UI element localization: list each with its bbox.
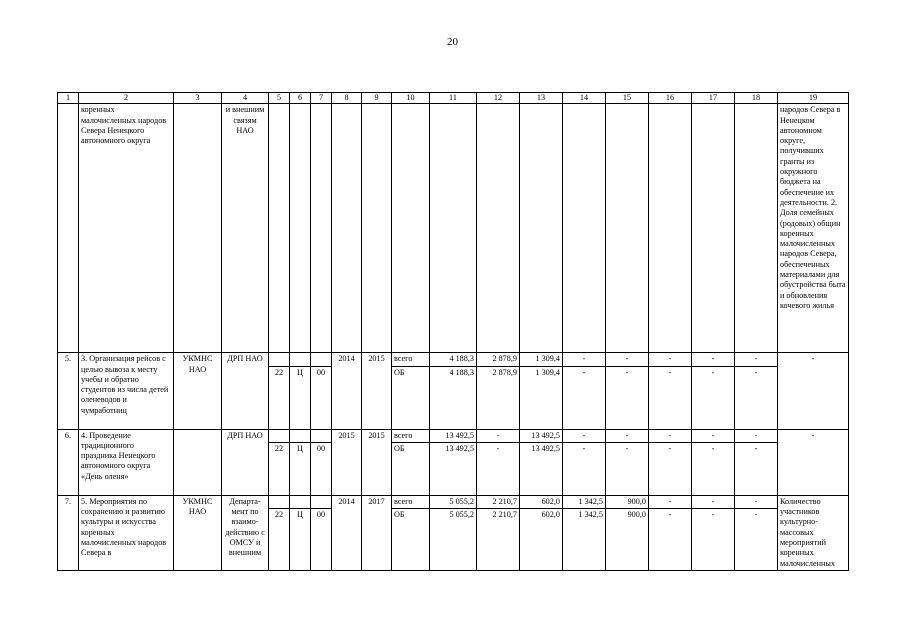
amount-y2015: 602,0 [520, 509, 563, 571]
amount-y2015: 13 492,5 [520, 429, 563, 442]
table-row [58, 429, 849, 442]
executor: УКМНС НАО [174, 353, 222, 429]
amount-y2017: - [606, 366, 649, 429]
amount-y2014: 2 210,7 [477, 495, 520, 508]
column-header: 19 [778, 93, 849, 104]
funding-label: всего [392, 353, 430, 366]
end-year: 2015 [362, 353, 392, 429]
event-name: 5. Мероприятия по сохранению и развитию культуры и искусства коренных малочисленных народов Севера в [79, 495, 174, 570]
amount-y2017: - [606, 429, 649, 442]
amount-y2014: 2 878,9 [477, 366, 520, 429]
continuation-row [58, 104, 849, 353]
code-col5: 22 [269, 442, 290, 495]
code-col6: Ц [290, 366, 311, 429]
code-col6: Ц [290, 509, 311, 571]
start-year: 2014 [332, 353, 362, 429]
executor: УКМНС НАО [174, 495, 222, 570]
column-header: 15 [606, 93, 649, 104]
amount-total: 13 492,5 [430, 442, 477, 495]
executor [174, 429, 222, 495]
row-number: 6. [58, 429, 79, 495]
funding-label: ОБ [392, 366, 430, 429]
amount-y2017: - [606, 442, 649, 495]
event-name: коренных малочисленных народов Севера Ненецкого автономного округа [79, 104, 174, 353]
funding-label: ОБ [392, 442, 430, 495]
column-header: 17 [692, 93, 735, 104]
amount-y2014: - [477, 429, 520, 442]
amount-y2015: 1 309,4 [520, 366, 563, 429]
amount-y2017: 900,0 [606, 509, 649, 571]
amount-y2020: - [735, 353, 778, 366]
amount-y2018: - [649, 495, 692, 508]
code-col7: 00 [311, 442, 332, 495]
coexecutor: ДРП НАО [222, 429, 269, 495]
column-header: 5 [269, 93, 290, 104]
column-header: 2 [79, 93, 174, 104]
amount-y2016: 1 342,5 [563, 495, 606, 508]
table-row [58, 353, 849, 366]
column-header: 14 [563, 93, 606, 104]
amount-y2018: - [649, 366, 692, 429]
amount-y2015: 602,0 [520, 495, 563, 508]
amount-y2019: - [692, 353, 735, 366]
funding-label: ОБ [392, 509, 430, 571]
funding-label: всего [392, 495, 430, 508]
program-table [57, 92, 849, 571]
amount-y2017: - [606, 353, 649, 366]
column-header: 16 [649, 93, 692, 104]
row-number: 7. [58, 495, 79, 570]
amount-total: 5 055,2 [430, 509, 477, 571]
code-col6: Ц [290, 442, 311, 495]
code-col5: 22 [269, 509, 290, 571]
amount-y2018: - [649, 442, 692, 495]
amount-y2015: 1 309,4 [520, 353, 563, 366]
start-year: 2014 [332, 495, 362, 570]
amount-y2018: - [649, 429, 692, 442]
amount-y2019: - [692, 429, 735, 442]
column-header: 8 [332, 93, 362, 104]
amount-y2014: - [477, 442, 520, 495]
coexecutor: Департа-мент по взаимо-действию с ОМСУ и внешним [222, 495, 269, 570]
amount-y2016: - [563, 366, 606, 429]
indicator-text: Количество участников культурно-массовых мероприятий коренных малочисленных [778, 495, 849, 570]
column-header: 11 [430, 93, 477, 104]
start-year: 2015 [332, 429, 362, 495]
amount-y2018: - [649, 509, 692, 571]
amount-y2019: - [692, 495, 735, 508]
funding-label: всего [392, 429, 430, 442]
indicator-text: - [778, 429, 849, 495]
amount-y2016: - [563, 353, 606, 366]
code-col7: 00 [311, 366, 332, 429]
amount-y2019: - [692, 509, 735, 571]
amount-y2015: 13 492,5 [520, 442, 563, 495]
amount-total: 13 492,5 [430, 429, 477, 442]
coexecutor: ДРП НАО [222, 353, 269, 429]
amount-y2018: - [649, 353, 692, 366]
table-row [58, 495, 849, 508]
amount-y2020: - [735, 442, 778, 495]
column-header: 3 [174, 93, 222, 104]
amount-y2014: 2 210,7 [477, 509, 520, 571]
event-name: 3. Организация рейсов с целью вывоза к месту учебы и обратно студентов из числа детей оленеводов и чумработниц [79, 353, 174, 429]
amount-y2019: - [692, 442, 735, 495]
column-header: 12 [477, 93, 520, 104]
amount-y2016: - [563, 442, 606, 495]
column-header: 6 [290, 93, 311, 104]
column-header: 1 [58, 93, 79, 104]
amount-total: 4 188,3 [430, 366, 477, 429]
amount-y2017: 900,0 [606, 495, 649, 508]
column-header: 13 [520, 93, 563, 104]
page-number: 20 [447, 36, 458, 48]
amount-y2020: - [735, 429, 778, 442]
amount-y2019: - [692, 366, 735, 429]
amount-y2020: - [735, 366, 778, 429]
column-header: 4 [222, 93, 269, 104]
amount-y2016: - [563, 429, 606, 442]
event-name: 4. Проведение традиционного праздника Ненецкого автономного округа «День оленя» [79, 429, 174, 495]
column-number-row [58, 93, 849, 104]
end-year: 2017 [362, 495, 392, 570]
amount-total: 5 055,2 [430, 495, 477, 508]
column-header: 18 [735, 93, 778, 104]
code-col5: 22 [269, 366, 290, 429]
row-number: 5. [58, 353, 79, 429]
amount-y2014: 2 878,9 [477, 353, 520, 366]
amount-y2020: - [735, 509, 778, 571]
amount-y2016: 1 342,5 [563, 509, 606, 571]
amount-total: 4 188,3 [430, 353, 477, 366]
coexecutor: и внешним связям НАО [222, 104, 269, 353]
column-header: 7 [311, 93, 332, 104]
indicator-text: - [778, 353, 849, 429]
end-year: 2015 [362, 429, 392, 495]
code-col7: 00 [311, 509, 332, 571]
column-header: 9 [362, 93, 392, 104]
amount-y2020: - [735, 495, 778, 508]
indicator-text: народов Севера в Ненецком автономном округе, получивших гранты из окружного бюджета на обеспечение их деятельности. 2. Доля семейных (родовых) общин коренных малочисленных народов Севера, обеспеченных материалами для обустройства быта и обновления кочевого жилья [778, 104, 849, 353]
column-header: 10 [392, 93, 430, 104]
